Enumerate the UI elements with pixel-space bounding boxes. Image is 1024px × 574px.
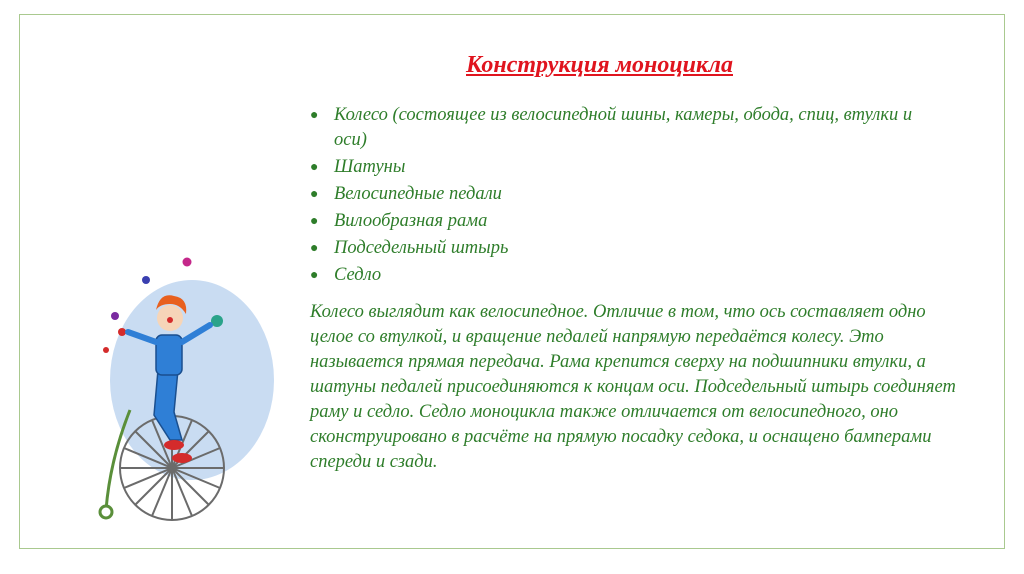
bullet-text: Седло <box>334 265 382 285</box>
juggling-ball <box>111 312 119 320</box>
bullet-dot: ● <box>310 214 319 229</box>
bullet-item <box>300 209 934 234</box>
slide-content <box>300 103 980 475</box>
clown-body <box>156 335 182 375</box>
bullet-text: Вилообразная рама <box>334 211 488 231</box>
bullet-text: Велосипедные педали <box>334 184 502 204</box>
bullet-dot: ● <box>310 241 319 256</box>
juggling-ball <box>118 328 126 336</box>
bullet-text: Колесо (состоящее из велосипедной шины, камеры, обода, спиц, втулки и оси) <box>334 105 913 150</box>
bullet-item <box>300 263 934 288</box>
bullet-dot: ● <box>310 108 319 123</box>
clown-unicycle-illustration <box>70 240 300 530</box>
clown-shoe <box>172 453 192 463</box>
juggling-ball <box>142 276 150 284</box>
description-paragraph: Колесо выглядит как велосипедное. Отличие в том, что ось составляет одно целое со втулкой, и вращение педалей напрямую передаётся колесу. Это называется прямая передача. Рама крепится сверху на подшипники втулки, а шатуны педалей присоединяются к концам оси. Подседельный штырь соединяет раму и седло. Седло моноцикла также отличается от велосипедного, оно сконструировано в расчёте на прямую посадку седока, и оснащено бамперами спереди и сзади. <box>310 302 956 472</box>
juggling-ball <box>183 258 192 267</box>
juggling-ball <box>103 347 109 353</box>
slide-title: Конструкция моноцикла <box>466 52 733 78</box>
bullet-dot: ● <box>310 160 319 175</box>
clown-shoe <box>164 440 184 450</box>
bullet-dot: ● <box>310 268 319 283</box>
bullet-item <box>300 236 934 261</box>
bullet-text: Шатуны <box>334 157 406 177</box>
bullet-list <box>300 103 980 288</box>
bullet-item <box>300 182 934 207</box>
bullet-dot: ● <box>310 187 319 202</box>
blue-oval-backdrop <box>110 280 274 480</box>
bullet-text: Подседельный штырь <box>334 238 509 258</box>
rear-stand <box>100 410 130 518</box>
bullet-item <box>300 155 934 180</box>
clown-nose <box>167 317 173 323</box>
bullet-item <box>300 103 934 153</box>
